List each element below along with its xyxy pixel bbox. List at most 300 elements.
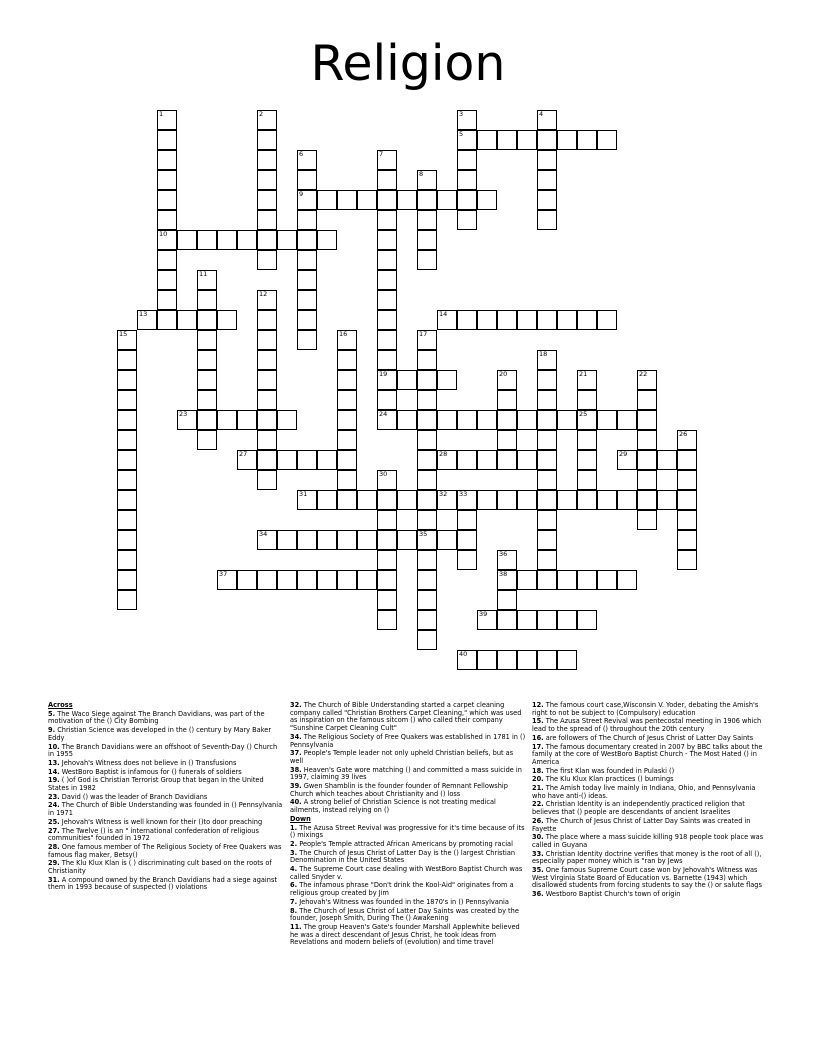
grid-cell[interactable] [297, 290, 317, 310]
grid-cell[interactable] [177, 410, 197, 430]
grid-cell[interactable] [377, 370, 397, 390]
grid-cell[interactable] [417, 610, 437, 630]
grid-cell[interactable] [517, 410, 537, 430]
grid-cell[interactable] [477, 130, 497, 150]
grid-cell[interactable] [597, 130, 617, 150]
grid-cell[interactable] [517, 310, 537, 330]
grid-cell[interactable] [337, 470, 357, 490]
grid-cell[interactable] [537, 510, 557, 530]
grid-cell[interactable] [117, 430, 137, 450]
clue-text: The Branch Davidians were an offshoot of Seventh-Day () Church in 1955 [48, 742, 278, 759]
grid-cell[interactable] [557, 610, 577, 630]
grid-cell[interactable] [337, 490, 357, 510]
grid-cell[interactable] [437, 190, 457, 210]
grid-cell[interactable] [417, 410, 437, 430]
grid-cell[interactable] [677, 510, 697, 530]
grid-cell[interactable] [477, 450, 497, 470]
grid-cell[interactable] [617, 570, 637, 590]
cell-number: 5 [459, 130, 464, 138]
grid-cell[interactable] [357, 190, 377, 210]
grid-cell[interactable] [257, 310, 277, 330]
grid-cell[interactable] [637, 390, 657, 410]
grid-cell[interactable] [537, 470, 557, 490]
grid-cell[interactable] [477, 610, 497, 630]
grid-cell[interactable] [337, 570, 357, 590]
grid-cell[interactable] [537, 170, 557, 190]
grid-cell[interactable] [337, 190, 357, 210]
grid-cell[interactable] [497, 570, 517, 590]
grid-cell[interactable] [417, 550, 437, 570]
grid-cell[interactable] [417, 570, 437, 590]
grid-cell[interactable] [597, 310, 617, 330]
grid-cell[interactable] [157, 270, 177, 290]
grid-cell[interactable] [337, 450, 357, 470]
grid-cell[interactable] [417, 530, 437, 550]
grid-cell[interactable] [377, 550, 397, 570]
grid-cell[interactable] [417, 250, 437, 270]
grid-cell[interactable] [497, 370, 517, 390]
grid-cell[interactable] [557, 410, 577, 430]
grid-cell[interactable] [377, 290, 397, 310]
grid-cell[interactable] [317, 190, 337, 210]
grid-cell[interactable] [457, 170, 477, 190]
grid-cell[interactable] [497, 490, 517, 510]
grid-cell[interactable] [117, 350, 137, 370]
grid-cell[interactable] [297, 150, 317, 170]
grid-cell[interactable] [457, 530, 477, 550]
grid-cell[interactable] [257, 110, 277, 130]
grid-cell[interactable] [377, 150, 397, 170]
grid-cell[interactable] [417, 390, 437, 410]
grid-cell[interactable] [377, 410, 397, 430]
grid-cell[interactable] [117, 330, 137, 350]
grid-cell[interactable] [477, 310, 497, 330]
grid-cell[interactable] [457, 450, 477, 470]
grid-cell[interactable] [117, 470, 137, 490]
grid-cell[interactable] [537, 490, 557, 510]
grid-cell[interactable] [417, 590, 437, 610]
grid-cell[interactable] [457, 550, 477, 570]
grid-cell[interactable] [537, 110, 557, 130]
grid-cell[interactable] [397, 410, 417, 430]
grid-cell[interactable] [297, 490, 317, 510]
grid-cell[interactable] [377, 490, 397, 510]
grid-cell[interactable] [617, 410, 637, 430]
grid-cell[interactable] [297, 250, 317, 270]
grid-cell[interactable] [517, 570, 537, 590]
clue-number: 5. [48, 709, 56, 718]
grid-cell[interactable] [677, 430, 697, 450]
grid-cell[interactable] [297, 570, 317, 590]
grid-cell[interactable] [217, 570, 237, 590]
grid-cell[interactable] [677, 490, 697, 510]
grid-cell[interactable] [257, 330, 277, 350]
grid-cell[interactable] [217, 310, 237, 330]
grid-cell[interactable] [637, 510, 657, 530]
grid-cell[interactable] [297, 330, 317, 350]
grid-cell[interactable] [137, 310, 157, 330]
grid-cell[interactable] [417, 350, 437, 370]
grid-cell[interactable] [537, 370, 557, 390]
grid-cell[interactable] [237, 450, 257, 470]
clue-text: The famous documentary created in 2007 by BBC talks about the family at the core of WestBoro Baptist Church - The Most Hated () in America [532, 742, 763, 766]
clue-across [48, 711, 284, 726]
grid-cell[interactable] [397, 370, 417, 390]
grid-cell[interactable] [617, 490, 637, 510]
grid-cell[interactable] [417, 170, 437, 190]
grid-cell[interactable] [497, 390, 517, 410]
grid-cell[interactable] [237, 410, 257, 430]
grid-cell[interactable] [117, 510, 137, 530]
grid-cell[interactable] [417, 230, 437, 250]
grid-cell[interactable] [337, 430, 357, 450]
grid-cell[interactable] [377, 270, 397, 290]
grid-cell[interactable] [417, 210, 437, 230]
grid-cell[interactable] [297, 270, 317, 290]
grid-cell[interactable] [537, 570, 557, 590]
grid-cell[interactable] [257, 230, 277, 250]
grid-cell[interactable] [377, 250, 397, 270]
grid-cell[interactable] [337, 370, 357, 390]
grid-cell[interactable] [157, 150, 177, 170]
grid-cell[interactable] [397, 530, 417, 550]
grid-cell[interactable] [537, 210, 557, 230]
grid-cell[interactable] [197, 230, 217, 250]
grid-cell[interactable] [537, 150, 557, 170]
grid-cell[interactable] [517, 650, 537, 670]
clue-across [48, 794, 284, 802]
clue-across [48, 744, 284, 759]
clue-number: 18. [532, 766, 544, 775]
grid-cell[interactable] [297, 450, 317, 470]
grid-cell[interactable] [417, 430, 437, 450]
grid-cell[interactable] [537, 410, 557, 430]
grid-cell[interactable] [337, 350, 357, 370]
grid-cell[interactable] [257, 290, 277, 310]
grid-cell[interactable] [497, 430, 517, 450]
grid-cell[interactable] [117, 490, 137, 510]
grid-cell[interactable] [577, 570, 597, 590]
grid-cell[interactable] [597, 410, 617, 430]
grid-cell[interactable] [177, 230, 197, 250]
cell-number: 4 [539, 110, 544, 118]
grid-cell[interactable] [257, 130, 277, 150]
grid-cell[interactable] [357, 490, 377, 510]
grid-cell[interactable] [197, 430, 217, 450]
grid-cell[interactable] [377, 210, 397, 230]
grid-cell[interactable] [557, 570, 577, 590]
grid-cell[interactable] [377, 470, 397, 490]
grid-cell[interactable] [677, 550, 697, 570]
grid-cell[interactable] [457, 650, 477, 670]
grid-cell[interactable] [457, 490, 477, 510]
grid-cell[interactable] [397, 490, 417, 510]
grid-cell[interactable] [377, 170, 397, 190]
grid-cell[interactable] [537, 310, 557, 330]
clue-number: 26. [532, 816, 544, 825]
grid-cell[interactable] [117, 450, 137, 470]
grid-cell[interactable] [377, 230, 397, 250]
grid-cell[interactable] [377, 610, 397, 630]
grid-cell[interactable] [497, 450, 517, 470]
grid-cell[interactable] [537, 550, 557, 570]
clue-across [290, 767, 526, 782]
grid-cell[interactable] [117, 370, 137, 390]
grid-cell[interactable] [457, 190, 477, 210]
grid-cell[interactable] [257, 250, 277, 270]
grid-cell[interactable] [577, 430, 597, 450]
grid-cell[interactable] [277, 450, 297, 470]
grid-cell[interactable] [677, 470, 697, 490]
grid-cell[interactable] [577, 490, 597, 510]
grid-cell[interactable] [277, 570, 297, 590]
grid-cell[interactable] [357, 530, 377, 550]
grid-cell[interactable] [317, 490, 337, 510]
grid-cell[interactable] [557, 650, 577, 670]
clue-text: One famous Supreme Court case won by Jehovah's Witness was West Virginia State Board of Education vs. Barnette (1943) which disallowed students from forcing students to say the () or salute flags [532, 866, 762, 890]
grid-cell[interactable] [417, 490, 437, 510]
grid-cell[interactable] [597, 490, 617, 510]
grid-cell[interactable] [497, 550, 517, 570]
grid-cell[interactable] [257, 390, 277, 410]
grid-cell[interactable] [477, 190, 497, 210]
grid-cell[interactable] [657, 450, 677, 470]
grid-cell[interactable] [637, 370, 657, 390]
grid-cell[interactable] [157, 230, 177, 250]
grid-cell[interactable] [157, 310, 177, 330]
grid-cell[interactable] [557, 490, 577, 510]
grid-cell[interactable] [257, 170, 277, 190]
grid-cell[interactable] [197, 410, 217, 430]
grid-cell[interactable] [377, 350, 397, 370]
grid-cell[interactable] [117, 570, 137, 590]
grid-cell[interactable] [497, 410, 517, 430]
grid-cell[interactable] [537, 450, 557, 470]
grid-cell[interactable] [217, 230, 237, 250]
clue-number: 4. [290, 865, 298, 874]
grid-cell[interactable] [157, 130, 177, 150]
grid-cell[interactable] [317, 450, 337, 470]
grid-cell[interactable] [377, 530, 397, 550]
grid-cell[interactable] [317, 230, 337, 250]
grid-cell[interactable] [437, 530, 457, 550]
grid-cell[interactable] [297, 310, 317, 330]
grid-cell[interactable] [117, 410, 137, 430]
clue-across [290, 734, 526, 749]
grid-cell[interactable] [117, 590, 137, 610]
grid-cell[interactable] [157, 210, 177, 230]
grid-cell[interactable] [297, 230, 317, 250]
grid-cell[interactable] [297, 190, 317, 210]
grid-cell[interactable] [457, 310, 477, 330]
cell-number: 38 [499, 570, 508, 578]
grid-cell[interactable] [597, 570, 617, 590]
grid-cell[interactable] [437, 490, 457, 510]
grid-cell[interactable] [157, 290, 177, 310]
cell-number: 37 [219, 570, 228, 578]
grid-cell[interactable] [337, 390, 357, 410]
grid-cell[interactable] [657, 490, 677, 510]
cell-number: 40 [459, 650, 468, 658]
grid-cell[interactable] [437, 410, 457, 430]
clue-number: 15. [532, 717, 544, 726]
grid-cell[interactable] [497, 130, 517, 150]
grid-cell[interactable] [377, 510, 397, 530]
grid-cell[interactable] [197, 310, 217, 330]
grid-cell[interactable] [497, 310, 517, 330]
clue-column-3 [532, 702, 768, 900]
grid-cell[interactable] [457, 130, 477, 150]
grid-cell[interactable] [197, 270, 217, 290]
grid-cell[interactable] [257, 210, 277, 230]
grid-cell[interactable] [377, 570, 397, 590]
cell-number: 28 [439, 450, 448, 458]
grid-cell[interactable] [497, 590, 517, 610]
grid-cell[interactable] [497, 650, 517, 670]
grid-cell[interactable] [537, 350, 557, 370]
grid-cell[interactable] [637, 470, 657, 490]
grid-cell[interactable] [377, 190, 397, 210]
grid-cell[interactable] [577, 370, 597, 390]
clue-text: The Klu Klux Klan practices () burnings [545, 775, 674, 784]
grid-cell[interactable] [237, 230, 257, 250]
grid-cell[interactable] [157, 190, 177, 210]
clue-number: 28. [48, 842, 60, 851]
clue-text: Jehovah's Witness was founded in the 1870's in () Pennsylvania [299, 897, 509, 906]
clue-text: Gwen Shamblin is the founder founder of Remnant Fellowship Church which teaches about Christianity and () loss [290, 782, 508, 798]
grid-cell[interactable] [257, 470, 277, 490]
grid-cell[interactable] [337, 330, 357, 350]
grid-cell[interactable] [477, 490, 497, 510]
grid-cell[interactable] [637, 450, 657, 470]
grid-cell[interactable] [257, 190, 277, 210]
grid-cell[interactable] [197, 390, 217, 410]
grid-cell[interactable] [537, 610, 557, 630]
grid-cell[interactable] [257, 150, 277, 170]
grid-cell[interactable] [377, 390, 397, 410]
grid-cell[interactable] [397, 190, 417, 210]
grid-cell[interactable] [537, 190, 557, 210]
grid-cell[interactable] [537, 530, 557, 550]
grid-cell[interactable] [177, 310, 197, 330]
grid-cell[interactable] [357, 570, 377, 590]
grid-cell[interactable] [297, 210, 317, 230]
grid-cell[interactable] [457, 210, 477, 230]
grid-cell[interactable] [297, 530, 317, 550]
grid-cell[interactable] [197, 350, 217, 370]
grid-cell[interactable] [197, 330, 217, 350]
grid-cell[interactable] [457, 410, 477, 430]
clue-down [290, 924, 526, 947]
grid-cell[interactable] [417, 630, 437, 650]
grid-cell[interactable] [277, 530, 297, 550]
grid-cell[interactable] [417, 450, 437, 470]
grid-cell[interactable] [437, 310, 457, 330]
cell-number: 24 [379, 410, 388, 418]
grid-cell[interactable] [517, 450, 537, 470]
grid-cell[interactable] [517, 490, 537, 510]
grid-cell[interactable] [497, 610, 517, 630]
grid-cell[interactable] [437, 370, 457, 390]
grid-cell[interactable] [577, 470, 597, 490]
grid-cell[interactable] [457, 510, 477, 530]
grid-cell[interactable] [417, 330, 437, 350]
grid-cell[interactable] [377, 330, 397, 350]
grid-cell[interactable] [557, 130, 577, 150]
grid-cell[interactable] [157, 170, 177, 190]
grid-cell[interactable] [257, 450, 277, 470]
grid-cell[interactable] [537, 130, 557, 150]
grid-cell[interactable] [217, 410, 237, 430]
grid-cell[interactable] [257, 570, 277, 590]
grid-cell[interactable] [257, 370, 277, 390]
grid-cell[interactable] [317, 530, 337, 550]
grid-cell[interactable] [257, 430, 277, 450]
grid-cell[interactable] [577, 310, 597, 330]
grid-cell[interactable] [537, 430, 557, 450]
grid-cell[interactable] [537, 650, 557, 670]
grid-cell[interactable] [117, 390, 137, 410]
grid-cell[interactable] [317, 570, 337, 590]
grid-cell[interactable] [417, 370, 437, 390]
grid-cell[interactable] [117, 550, 137, 570]
grid-cell[interactable] [577, 390, 597, 410]
grid-cell[interactable] [617, 450, 637, 470]
grid-cell[interactable] [577, 610, 597, 630]
grid-cell[interactable] [257, 350, 277, 370]
grid-cell[interactable] [277, 410, 297, 430]
grid-cell[interactable] [577, 450, 597, 470]
grid-cell[interactable] [677, 450, 697, 470]
grid-cell[interactable] [477, 650, 497, 670]
cell-number: 8 [419, 170, 424, 178]
grid-cell[interactable] [337, 410, 357, 430]
grid-cell[interactable] [197, 370, 217, 390]
grid-cell[interactable] [577, 410, 597, 430]
grid-cell[interactable] [277, 230, 297, 250]
grid-cell[interactable] [257, 530, 277, 550]
grid-cell[interactable] [637, 410, 657, 430]
grid-cell[interactable] [677, 530, 697, 550]
grid-cell[interactable] [417, 510, 437, 530]
grid-cell[interactable] [517, 610, 537, 630]
grid-cell[interactable] [477, 410, 497, 430]
grid-cell[interactable] [297, 170, 317, 190]
grid-cell[interactable] [197, 290, 217, 310]
grid-cell[interactable] [237, 570, 257, 590]
grid-cell[interactable] [337, 530, 357, 550]
grid-cell[interactable] [377, 590, 397, 610]
grid-cell[interactable] [457, 110, 477, 130]
grid-cell[interactable] [577, 130, 597, 150]
grid-cell[interactable] [457, 150, 477, 170]
grid-cell[interactable] [417, 470, 437, 490]
grid-cell[interactable] [377, 310, 397, 330]
grid-cell[interactable] [417, 190, 437, 210]
grid-cell[interactable] [257, 410, 277, 430]
grid-cell[interactable] [157, 110, 177, 130]
grid-cell[interactable] [437, 450, 457, 470]
cell-number: 9 [299, 190, 304, 198]
grid-cell[interactable] [637, 430, 657, 450]
grid-cell[interactable] [537, 390, 557, 410]
grid-cell[interactable] [517, 130, 537, 150]
grid-cell[interactable] [157, 250, 177, 270]
grid-cell[interactable] [557, 310, 577, 330]
clue-down [290, 908, 526, 923]
grid-cell[interactable] [117, 530, 137, 550]
grid-cell[interactable] [637, 490, 657, 510]
